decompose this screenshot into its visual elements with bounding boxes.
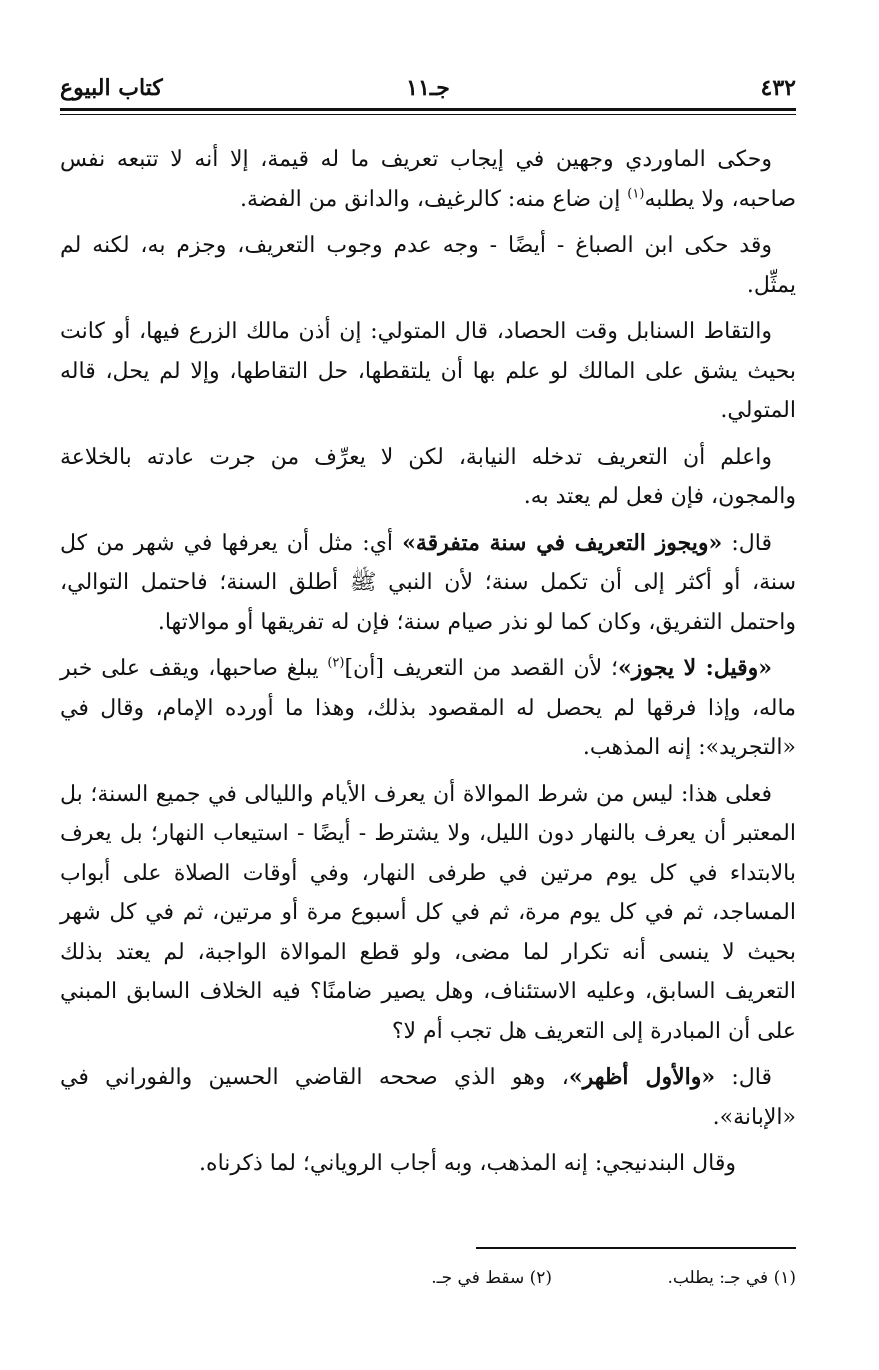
paragraph-text: إن ضاع منه: كالرغيف، والدانق من الفضة. [239, 186, 628, 212]
paragraph-text: يبلغ صاحبها، ويقف على خبر ماله، وإذا فرقها لم يحصل له المقصود بذلك، وهذا ما أورده الإمام، وقال في «التجريد»: إنه المذهب. [60, 656, 796, 760]
footnotes [60, 1265, 796, 1291]
main-text [60, 140, 796, 1191]
paragraph: فعلى هذا: ليس من شرط الموالاة أن يعرف الأيام والليالى في جميع السنة؛ بل المعتبر أن يعرف بالنهار دون الليل، ولا يشترط - أيضًا - استيعاب النهار؛ بل يعرف بالابتداء في كل يوم مرتين في طرفى النهار، وفي أوقات الصلاة على أبواب المساجد، ثم في كل يوم مرة، ثم في كل أسبوع مرة أو مرتين، ثم في كل شهر بحيث لا ينسى أنه تكرار لما مضى، ولو قطع الموالاة الواجبة، لم يعتد بذلك التعريف السابق، وعليه الاستئناف، وهل يصير ضامنًا؟ فيه الخلاف السابق المبني على أن المبادرة إلى التعريف هل تجب أم لا؟ [60, 781, 796, 1044]
page-number: ٤٣٢ [760, 75, 796, 101]
paragraph-text: ؛ لأن القصد من التعريف [أن] [344, 656, 619, 681]
footnote: (١) في جـ: يطلب. [667, 1268, 796, 1288]
paragraph: واعلم أن التعريف تدخله النيابة، لكن لا يعرِّف من جرت عادته بالخلاعة والمجون، فإن فعل لم يعتد به. [60, 444, 796, 509]
paragraph-text: ، وهو الذي صححه القاضي الحسين والفوراني في «الإبانة». [60, 1065, 796, 1130]
paragraph [60, 649, 796, 768]
footnote-marker: (١) [627, 186, 645, 202]
paragraph [60, 524, 796, 643]
paragraph: والتقاط السنابل وقت الحصاد، قال المتولي: إن أذن مالك الزرع فيها، أو كانت بحيث يشق على المالك لو علم بها أن يلتقطها، حل التقاطها، وإلا لم يحل، قاله المتولي. [60, 319, 796, 423]
running-header [60, 60, 796, 112]
paragraph-text: وحكى الماوردي وجهين في إيجاب تعريف ما له قيمة، إلا أنه لا تتبعه نفس صاحبه، ولا يطلبه [60, 147, 796, 212]
book-page [60, 60, 796, 1350]
paragraph [60, 1058, 796, 1137]
header-rule-thin [60, 114, 796, 115]
paragraph: وقد حكى ابن الصباغ - أيضًا - وجه عدم وجوب التعريف، وجزم به، لكنه لم يمثِّل. [60, 233, 796, 298]
footnote: (٢) سقط في جـ. [431, 1268, 553, 1288]
paragraph: وقال البندنيجي: إنه المذهب، وبه أجاب الروياني؛ لما ذكرناه. [199, 1151, 736, 1176]
quoted-matn: «ويجوز التعريف في سنة متفرقة» [402, 529, 723, 556]
footnote-separator [476, 1247, 796, 1249]
paragraph [60, 140, 796, 219]
header-rule-thick [60, 108, 796, 111]
paragraph-text: قال: [715, 1065, 773, 1090]
paragraph-text: أي: مثل أن يعرفها في شهر من كل سنة، أو أكثر إلى أن تكمل سنة؛ لأن النبي ﷺ أطلق السنة؛ فاحتمل التوالي، واحتمل التفريق، وكان كما لو نذر صيام سنة؛ فإن له تفريقها أو موالاتها. [60, 530, 796, 635]
quoted-matn: «والأول أظهر» [568, 1064, 716, 1090]
paragraph-text: قال: [722, 530, 772, 556]
footnote-marker: (٢) [327, 655, 345, 671]
quoted-matn: «وقيل: لا يجوز» [618, 655, 772, 681]
volume-number: جـ١١ [406, 75, 450, 101]
book-title: كتاب البيوع [60, 75, 163, 101]
